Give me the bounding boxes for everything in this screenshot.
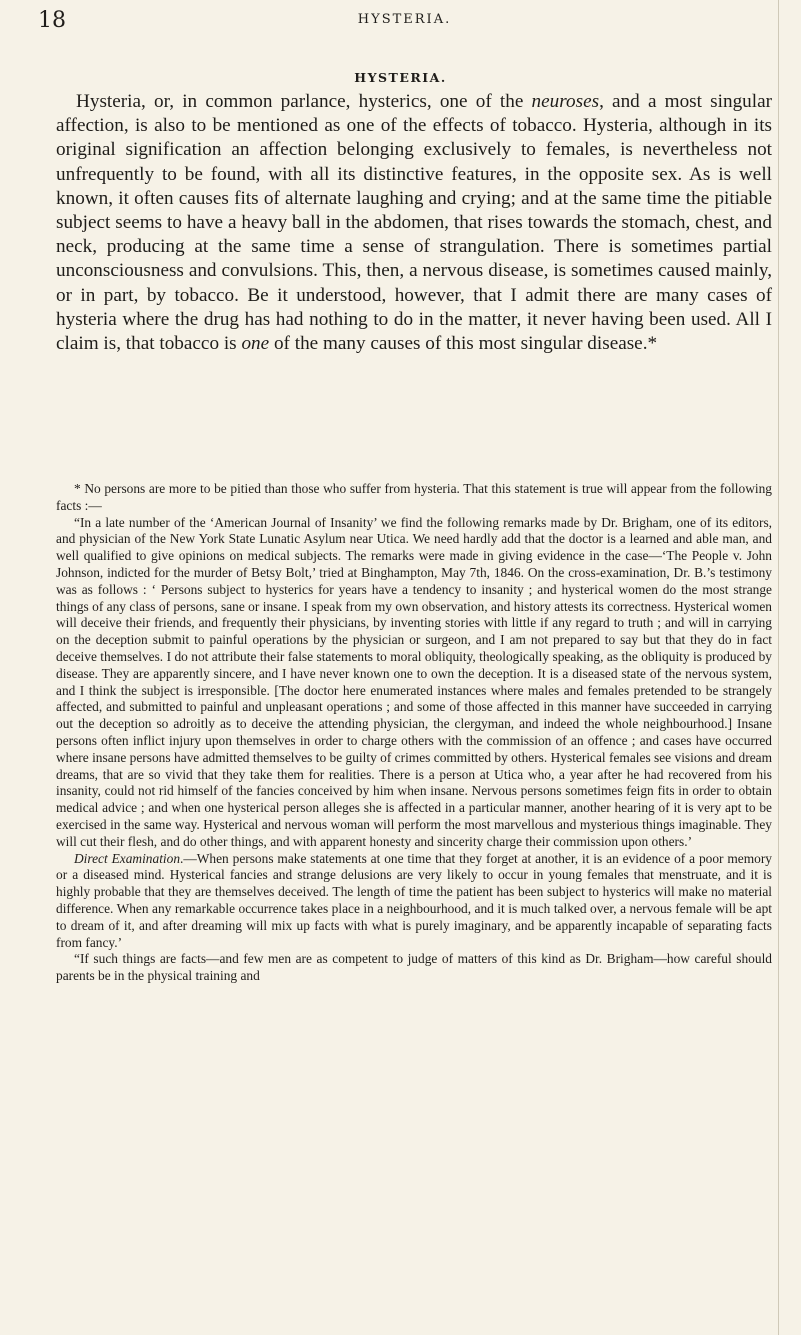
page-header: [38, 8, 771, 38]
footnote-closing: “If such things are facts—and few men are as competent to judge of matters of this kind as Dr. Brigham—how careful should parents be in the physical training and: [56, 951, 772, 984]
emphasis-one: one: [241, 333, 270, 355]
main-text: [56, 90, 772, 356]
footnote: [56, 481, 772, 985]
page-edge: [778, 0, 779, 1335]
emphasis-neuroses: neuroses: [531, 91, 600, 112]
running-head: HYSTERIA.: [357, 12, 452, 27]
footnote-quote: “In a late number of the ‘American Journal of Insanity’ we find the following remarks made by Dr. Brigham, one of its editors, and physician of the New York State Lunatic Asylum near Utica. We need hardly add that the doctor is a learned and able man, and well qualified to give opinions on medical subjects. The remarks were made in giving evidence in the case—‘The People v. John Johnson, indicted for the murder of Betsy Bolt,’ tried at Binghampton, May 7th, 1846. On the cross-examination, Dr. B.’s testimony was as follows : ‘ Persons subject to hysterics for years have a tendency to insanity ; and hysterical women do the most strange things of any class of persons, sane or insane. I speak from my own observation, and history attests its correctness. Hysterical women will deceive their friends, and frequently their physicians, by inventing stories with little if any regard to truth ; and will in carrying on the deception submit to painful operations by the physician or surgeon, and I am not prepared to say but that they do in fact deceive themselves. I do not attribute their false statements to moral obliquity, theologically speaking, as the obliquity is produced by disease. They are apparently sincere, and I have never known one to own the deception. It is a diseased state of the nervous system, and I think the subject is irresponsible. [The doctor here enumerated instances where males and females pretended to be strangely affected, and submitted to painful and unpleasant operations ; and some of those affected in this manner have succeeded in carrying out the deception so adroitly as to deceive the attending physician, the clergyman, and indeed the whole neighbourhood.] Insane persons often inflict injury upon themselves in order to charge others with the commission of an offence ; and cases have occurred where insane persons have admitted themselves to be guilty of crimes committed by others. Hysterical females see visions and dream dreams, that are so vivid that they take them for realities. There is a person at Utica who, a year after he had recovered from his insanity, could not rid himself of the fancies conceived by him when insane. Nervous persons sometimes feign fits in order to obtain medical advice ; and when one hysterical person alleges she is affected in a particular manner, another hearing of it is very apt to be exercised in the same way. Hysterical and nervous woman will perform the most marvellous and mysterious things imaginable. They will cut their flesh, and do other things, and with apparent honesty and sincerity charge their commission upon others.’: [56, 514, 772, 849]
footnote-intro: * No persons are more to be pitied than those who suffer from hysteria. That this statement is true will appear from the following facts :—: [56, 481, 772, 513]
footnote-direct-examination: Direct Examination.—When persons make statements at one time that they forget at another, it is an evidence of a poor memory or a diseased mind. Hysterical fancies and strange delusions are very likely to occur in young females that menstruate, and it is highly probable that they are themselves deceived. The length of time the patient has been subject to hysterics will make no material difference. When any remarkable occurrence takes place in a neighbourhood, and it is much talked over, a nervous female will be apt to dream of it, and after dreaming will mix up facts with what is purely imaginary, and be apparently incapable of separating facts from fancy.’: [56, 850, 772, 950]
section-title: HYSTERIA.: [354, 70, 447, 85]
main-paragraph: Hysteria, or, in common parlance, hysterics, one of the neuroses, and a most singular affection, is also to be mentioned as one of the effects of tobacco. Hysteria, although in its original signification an affection belonging exclusively to females, is nevertheless not unfrequently to be found, with all its distinctive features, in the opposite sex. As is well known, it often causes fits of alternate laughing and crying; and at the same time the pitiable subject seems to have a heavy ball in the abdomen, that rises towards the stomach, chest, and neck, producing at the same time a sense of strangulation. There is sometimes partial unconsciousness and convulsions. This, then, a nervous disease, is sometimes caused mainly, or in part, by tobacco. Be it understood, however, that I admit there are many cases of hysteria where the drug has had nothing to do in the matter, it never having been used. All I claim is, that tobacco is one of the many causes of this most singular disease.*: [56, 91, 772, 355]
page-number: 18: [38, 8, 66, 33]
